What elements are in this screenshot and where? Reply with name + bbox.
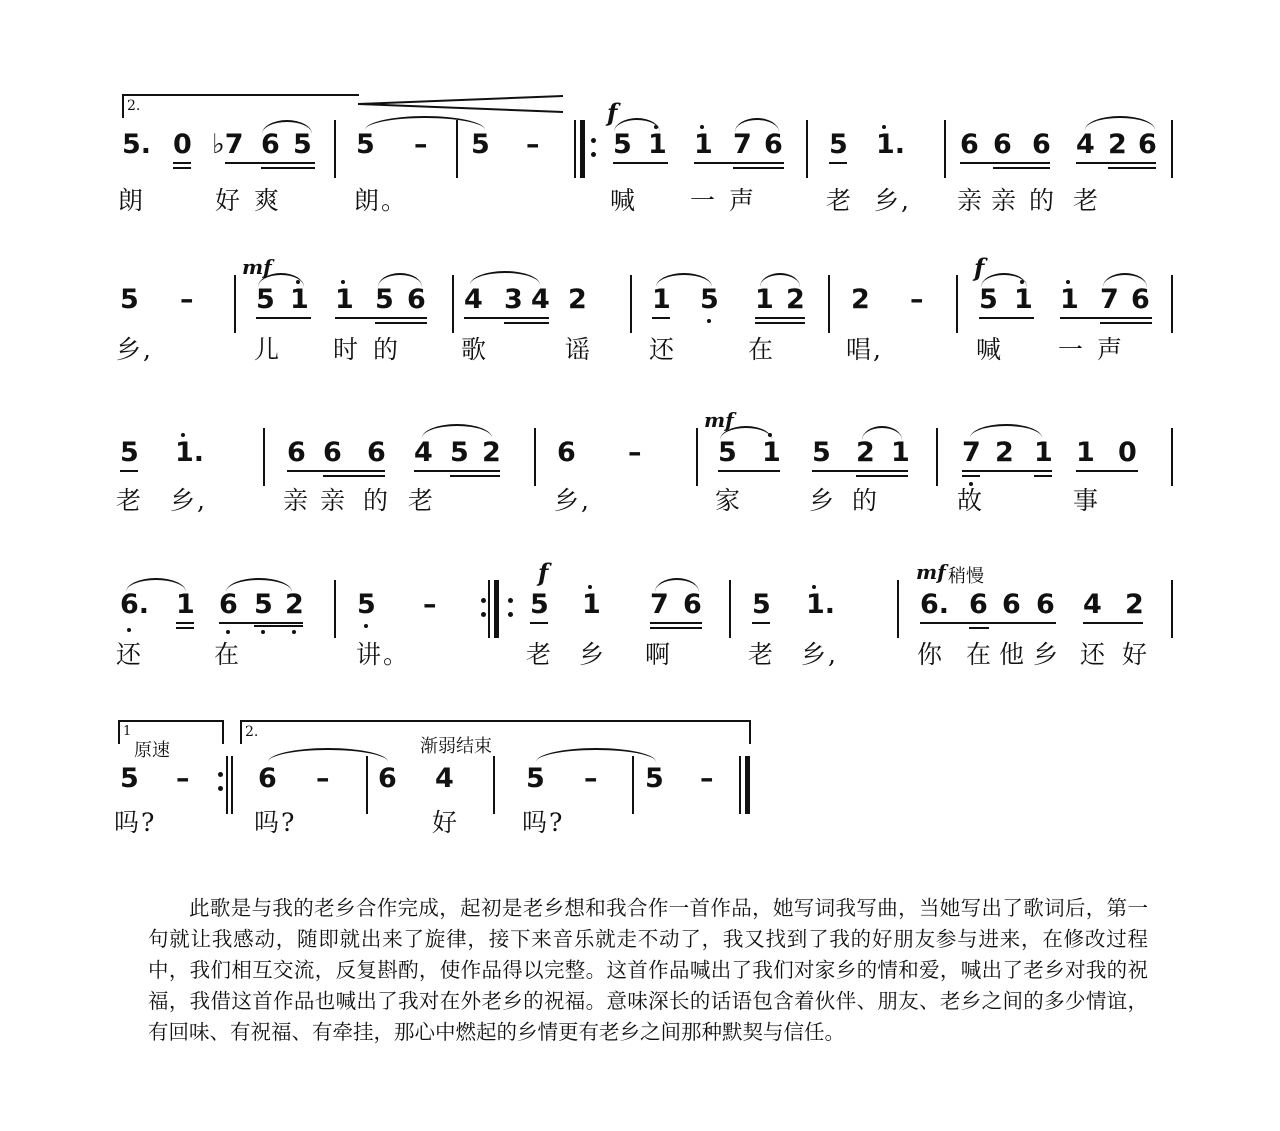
lyric: 声 (729, 186, 757, 215)
note: 6 (287, 437, 306, 468)
octave-dot-below (364, 624, 368, 628)
note: – (316, 763, 330, 794)
note: 4 (1076, 129, 1095, 160)
lyric: 朗。 (354, 186, 409, 215)
slur (226, 578, 292, 592)
slur (614, 118, 660, 132)
barline (452, 275, 454, 333)
barline (632, 756, 634, 814)
note: 1 (290, 284, 309, 315)
octave-dot-below (261, 630, 265, 634)
lyric: 乡, (116, 335, 153, 364)
beam (752, 622, 770, 624)
lyric: 喊 (610, 186, 638, 215)
octave-dot-below (292, 630, 296, 634)
note: 6 (1131, 284, 1150, 315)
lyric: 吗? (254, 808, 297, 837)
slur (1085, 116, 1155, 130)
note: 2 (856, 437, 875, 468)
barline (828, 275, 830, 333)
lyric: 乡 (579, 640, 607, 669)
note: 1 (582, 589, 601, 620)
barline (234, 275, 236, 333)
beam (718, 470, 780, 472)
lyric: 亲 (283, 486, 311, 515)
octave-dot-above (181, 433, 185, 437)
lyric: 老 (748, 640, 776, 669)
lyric: 啊 (645, 640, 673, 669)
note: 7 (650, 589, 669, 620)
lyric: 的 (1029, 186, 1057, 215)
note: 1 (1060, 284, 1079, 315)
note: 0 (173, 129, 192, 160)
note: – (700, 763, 714, 794)
volta-label: 2. (245, 724, 259, 740)
note: 5 (450, 437, 469, 468)
note: 4 (1083, 589, 1102, 620)
barline (897, 580, 899, 638)
lyric: 好 (1122, 640, 1150, 669)
note: 6 (969, 589, 988, 620)
note: 2 (568, 284, 587, 315)
note: – (176, 763, 190, 794)
octave-dot-below (707, 319, 711, 323)
note: 5 (645, 763, 664, 794)
beam (829, 162, 847, 164)
beam (375, 322, 427, 324)
beam (856, 475, 908, 477)
note: 5 (752, 589, 771, 620)
octave-dot-above (654, 125, 658, 129)
lyric: 喊 (976, 335, 1004, 364)
beam (176, 622, 194, 624)
slur (656, 273, 712, 287)
volta-label: 1 (123, 724, 132, 739)
note: 1. (175, 437, 205, 468)
barline (630, 275, 632, 333)
lyric: 时 (333, 335, 361, 364)
lyric: 朗 (118, 186, 146, 215)
note: 1 (694, 129, 713, 160)
note: 6. (120, 589, 150, 620)
beam (225, 162, 315, 164)
note: 5. (122, 129, 152, 160)
lyric: 乡, (554, 486, 591, 515)
lyric: 的 (852, 486, 880, 515)
slur (262, 120, 312, 134)
note: 7 (733, 129, 752, 160)
lyrics-row (0, 335, 1280, 375)
beam (650, 622, 702, 624)
lyric: 讲。 (356, 640, 411, 669)
note: 5 (829, 129, 848, 160)
beam (694, 162, 784, 164)
note: – (180, 284, 194, 315)
lyric: 亲 (957, 186, 985, 215)
beam (173, 167, 191, 169)
note: 1 (755, 284, 774, 315)
slur (1103, 273, 1147, 287)
barline (334, 580, 336, 638)
lyric: 一 (1058, 335, 1086, 364)
beam (755, 317, 805, 319)
score-system-1 (0, 90, 1280, 230)
lyric: 的 (363, 486, 391, 515)
slur (126, 578, 186, 592)
note: 5 (120, 763, 139, 794)
lyric: 老 (1073, 186, 1101, 215)
note: 5 (700, 284, 719, 315)
note: – (526, 129, 540, 160)
note: 2 (482, 437, 501, 468)
beam (962, 470, 1052, 472)
decrescendo-hairpin (358, 94, 563, 114)
note: 5 (256, 284, 275, 315)
repeat-start-barline (494, 580, 499, 638)
note: 6 (261, 129, 280, 160)
note: 1 (176, 589, 195, 620)
barline (456, 120, 458, 178)
lyric: 的 (373, 335, 401, 364)
slur (655, 578, 699, 592)
note: 5 (356, 129, 375, 160)
beam (1100, 322, 1152, 324)
lyric: 家 (715, 486, 743, 515)
repeat-dots (481, 592, 487, 622)
barline (944, 120, 946, 178)
lyric: 吗? (114, 808, 157, 837)
beam (812, 470, 908, 472)
lyric: 在 (748, 335, 776, 364)
beam (1076, 470, 1138, 472)
lyrics-row (0, 640, 1280, 680)
notes-row (0, 98, 1280, 190)
note: 7 (962, 437, 981, 468)
barline (696, 428, 698, 486)
slur (735, 118, 779, 132)
note: 5 (375, 284, 394, 315)
lyric: 乡 (809, 486, 837, 515)
barline (366, 756, 368, 814)
barline (1171, 120, 1173, 178)
note: – (423, 589, 437, 620)
note: 6 (993, 129, 1012, 160)
note: 2 (285, 589, 304, 620)
slur (760, 273, 800, 287)
note: 6 (378, 763, 397, 794)
note: – (584, 763, 598, 794)
lyric: 好 (215, 186, 243, 215)
beam (755, 322, 805, 324)
volta-bracket-2 (240, 720, 751, 744)
beam (1060, 317, 1152, 319)
dynamic-mark: f (974, 253, 985, 282)
note: – (910, 284, 924, 315)
beam (969, 627, 989, 629)
volta-bracket-2 (122, 94, 359, 118)
note: 6 (1138, 129, 1157, 160)
beam (613, 162, 668, 164)
expression-mark: 渐弱结束 (420, 736, 492, 757)
dynamic-mark: f (538, 558, 549, 587)
lyric: 你 (917, 640, 945, 669)
octave-dot-above (812, 585, 816, 589)
beam (993, 167, 1050, 169)
lyric: 在 (214, 640, 242, 669)
note: ♭7 (212, 129, 244, 160)
score-system-2 (0, 245, 1280, 385)
beam (173, 162, 191, 164)
beam (920, 622, 1056, 624)
note: 1 (1034, 437, 1053, 468)
note: 5 (718, 437, 737, 468)
beam (256, 317, 311, 319)
lyrics-row (0, 808, 1280, 848)
note: 4 (464, 284, 483, 315)
note: 6 (1036, 589, 1055, 620)
lyric: 唱, (846, 335, 883, 364)
note: 6 (683, 589, 702, 620)
beam (219, 622, 303, 624)
barline (956, 275, 958, 333)
dynamic-mark: f (607, 98, 618, 127)
octave-dot-below (226, 630, 230, 634)
lyric: 爽 (254, 186, 282, 215)
beam (504, 322, 549, 324)
beam (979, 317, 1034, 319)
tie (536, 748, 656, 762)
note: 1. (806, 589, 836, 620)
octave-dot-above (341, 280, 345, 284)
note: 4 (531, 284, 550, 315)
octave-dot-above (588, 585, 592, 589)
note: 5 (357, 589, 376, 620)
lyric: 亲 (991, 186, 1019, 215)
lyrics-row (0, 186, 1280, 226)
octave-dot-above (882, 125, 886, 129)
note: 7 (1100, 284, 1119, 315)
beam (1108, 167, 1156, 169)
barline (806, 120, 808, 178)
note: 1 (891, 437, 910, 468)
song-description (148, 893, 1148, 1048)
volta-label: 2. (127, 98, 141, 114)
barline (1171, 428, 1173, 486)
note: 5 (293, 129, 312, 160)
slur (422, 424, 492, 438)
beam (450, 475, 500, 477)
note: 5 (530, 589, 549, 620)
tie (268, 748, 388, 762)
beam (254, 625, 303, 627)
note: 4 (435, 763, 454, 794)
note: 2 (851, 284, 870, 315)
octave-dot-above (296, 280, 300, 284)
barline (1171, 580, 1173, 638)
beam (335, 317, 427, 319)
note: 6 (1032, 129, 1051, 160)
repeat-dots (218, 766, 224, 796)
note: – (414, 129, 428, 160)
note: 6. (920, 589, 950, 620)
note: 1 (1014, 284, 1033, 315)
lyric: 老 (526, 640, 554, 669)
note: 5 (120, 437, 139, 468)
note: 6 (323, 437, 342, 468)
beam (287, 470, 385, 472)
beam (962, 475, 980, 477)
note: 1 (652, 284, 671, 315)
lyric: 事 (1073, 486, 1101, 515)
repeat-end-barline (226, 756, 228, 814)
barline (334, 120, 336, 178)
note: 6 (557, 437, 576, 468)
lyric: 一 (690, 186, 718, 215)
beam (120, 470, 138, 472)
description-paragraph: 此歌是与我的老乡合作完成，起初是老乡想和我合作一首作品，她写词我写曲，当她写出了歌词后，第一句就让我感动，随即就出来了旋律，接下来音乐就走不动了，我又找到了我的好朋友参与进来，在修改过程中，我们相互交流，反复斟酌，使作品得以完整。这首作品喊出了我们对家乡的情和爱，喊出了老乡对我的祝福，我借这首作品也喊出了我对在外老乡的祝福。意味深长的话语包含着伙伴、朋友、老乡之间的多少情谊，有回味、有祝福、有牵挂，那心中燃起的乡情更有老乡之间那种默契与信任。 (148, 896, 1148, 1044)
lyric: 还 (1080, 640, 1108, 669)
barline (729, 580, 731, 638)
score-system-3 (0, 398, 1280, 538)
repeat-end-barline (488, 580, 490, 638)
beam (530, 622, 548, 624)
slur (862, 426, 902, 440)
beam (414, 470, 500, 472)
lyric: 乡 (1033, 640, 1061, 669)
note: 5 (613, 129, 632, 160)
volta-bracket-1 (118, 720, 224, 761)
note: 0 (1118, 437, 1137, 468)
note: 3 (504, 284, 523, 315)
final-barline (739, 756, 741, 814)
note: – (628, 437, 642, 468)
note: 1 (648, 129, 667, 160)
barline (231, 756, 233, 814)
note: 6 (407, 284, 426, 315)
lyric: 亲 (320, 486, 348, 515)
lyric: 儿 (254, 335, 282, 364)
beam (650, 627, 702, 629)
beam (1034, 475, 1052, 477)
score-system-4 (0, 550, 1280, 690)
lyric: 吗? (522, 808, 565, 837)
tie (365, 116, 485, 130)
note: 2 (1108, 129, 1127, 160)
note: 6 (960, 129, 979, 160)
lyric: 好 (432, 808, 460, 837)
lyric: 乡, (170, 486, 207, 515)
barline (574, 120, 576, 178)
note: 6 (258, 763, 277, 794)
octave-dot-above (1020, 280, 1024, 284)
beam (733, 167, 784, 169)
beam (176, 627, 194, 629)
slur (378, 273, 422, 287)
lyric: 谣 (565, 335, 593, 364)
barline (1171, 275, 1173, 333)
slur (470, 271, 540, 285)
lyrics-row (0, 486, 1280, 526)
barline (493, 756, 495, 814)
lyric: 还 (116, 640, 144, 669)
note: 6 (1002, 589, 1021, 620)
lyric: 乡, (801, 640, 838, 669)
beam (1083, 622, 1143, 624)
note: 6 (367, 437, 386, 468)
note: 5 (254, 589, 273, 620)
lyric: 歌 (461, 335, 489, 364)
lyric: 老 (408, 486, 436, 515)
score-system-5 (0, 718, 1280, 858)
beam (261, 167, 315, 169)
beam (323, 475, 385, 477)
beam (652, 317, 670, 319)
lyric: 乡, (874, 186, 911, 215)
barline (936, 428, 938, 486)
note: 6 (219, 589, 238, 620)
note: 5 (120, 284, 139, 315)
note: 4 (414, 437, 433, 468)
lyric: 在 (966, 640, 994, 669)
lyric: 声 (1097, 335, 1125, 364)
slur (970, 424, 1042, 438)
note: 1. (876, 129, 906, 160)
octave-dot-above (768, 433, 772, 437)
note: 1 (762, 437, 781, 468)
repeat-dots (508, 592, 514, 622)
octave-dot-below (127, 628, 131, 632)
note: 2 (995, 437, 1014, 468)
note: 5 (471, 129, 490, 160)
note: 6 (764, 129, 783, 160)
barline (534, 428, 536, 486)
lyric: 故 (957, 486, 985, 515)
lyric: 还 (649, 335, 677, 364)
tempo-mark: 稍慢 (948, 566, 984, 587)
beam (464, 317, 549, 319)
dynamic-mark: mf (916, 560, 946, 584)
barline (263, 428, 265, 486)
tempo-mark: 原速 (134, 740, 170, 761)
dynamic-mark: mf (242, 255, 272, 279)
note: 1 (335, 284, 354, 315)
beam (960, 162, 1050, 164)
octave-dot-above (700, 125, 704, 129)
lyric: 他 (999, 640, 1027, 669)
note: 5 (979, 284, 998, 315)
repeat-dots (591, 132, 597, 162)
final-barline-thick (745, 756, 750, 814)
octave-dot-above (1066, 280, 1070, 284)
lyric: 老 (826, 186, 854, 215)
note: 2 (786, 284, 805, 315)
beam (1076, 162, 1156, 164)
note: 1 (1076, 437, 1095, 468)
lyric: 老 (116, 486, 144, 515)
note: 5 (812, 437, 831, 468)
note: 5 (526, 763, 545, 794)
dynamic-mark: mf (704, 408, 734, 432)
repeat-start-barline (580, 120, 585, 178)
note: 2 (1125, 589, 1144, 620)
